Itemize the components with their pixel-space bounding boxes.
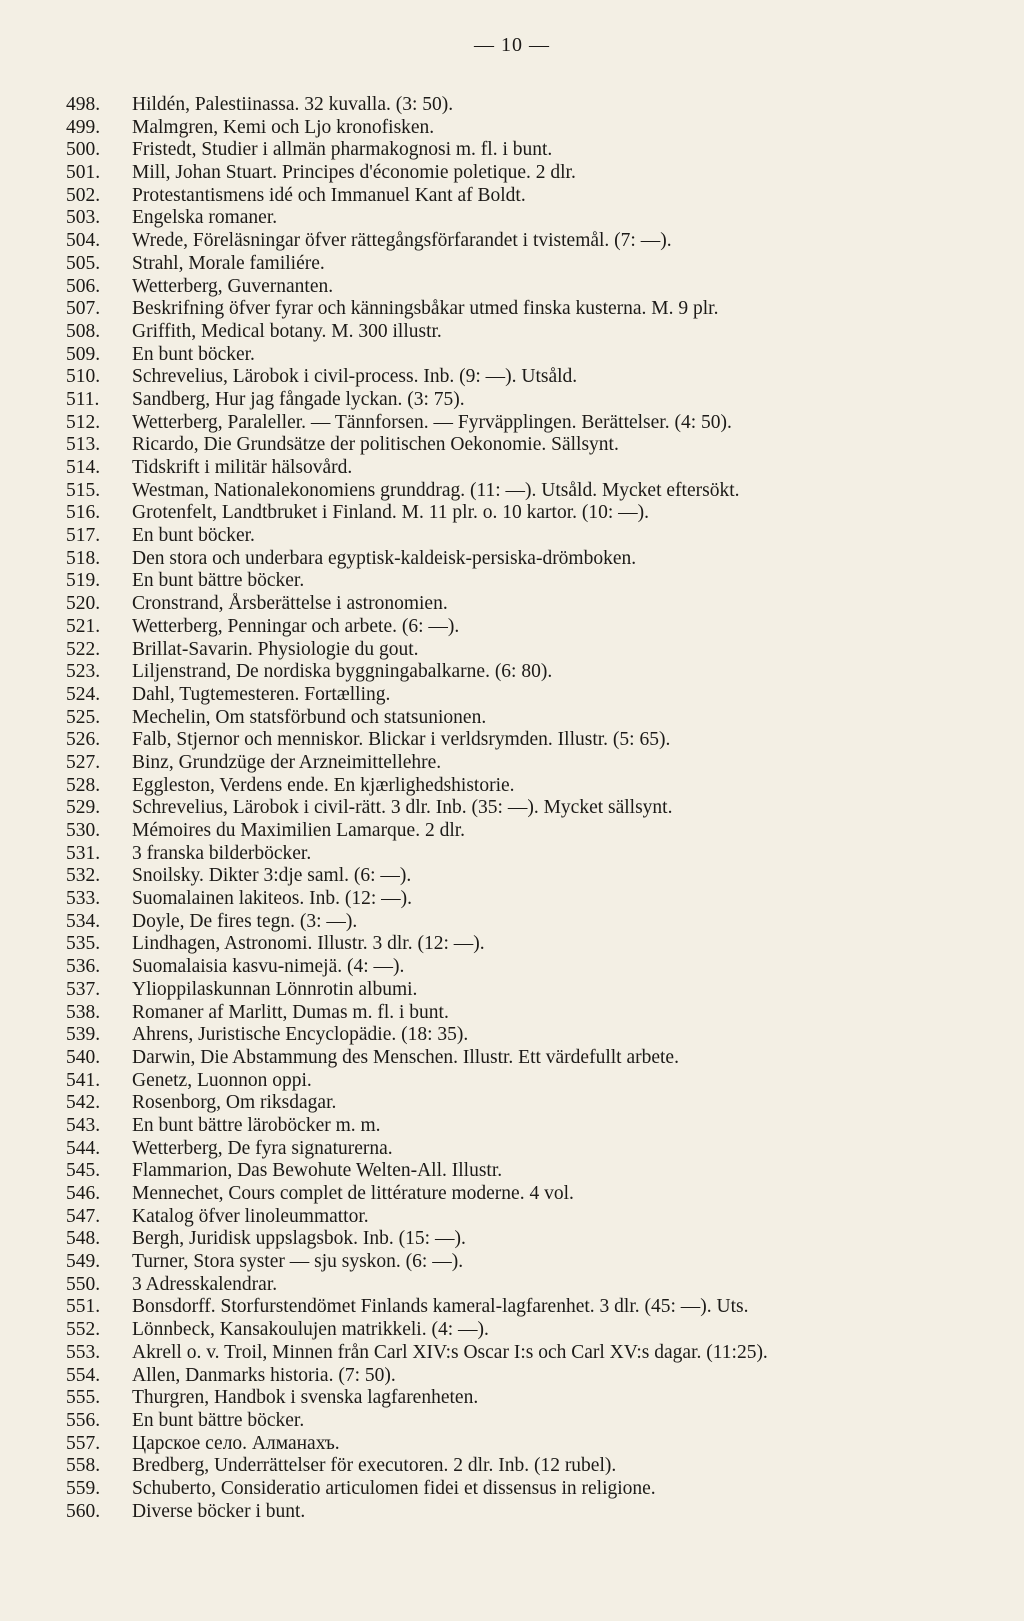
list-item [66, 185, 1006, 208]
entry-text: Wetterberg, Paraleller. — Tännforsen. — Fyrväpplingen. Berättelser. (4: 50). [132, 411, 732, 433]
entry-number: 533. [66, 888, 101, 910]
list-item [66, 253, 1006, 276]
entry-number: 540. [66, 1046, 101, 1068]
list-item [66, 1160, 1006, 1183]
list-item [66, 298, 1006, 321]
list-item [66, 412, 1006, 435]
list-item [66, 752, 1006, 775]
entry-number: 508. [66, 320, 101, 342]
list-item [66, 139, 1006, 162]
catalog-list [66, 94, 1006, 1523]
entry-number: 512. [66, 411, 101, 433]
list-item [66, 1115, 1006, 1138]
entry-number: 521. [66, 615, 101, 637]
entry-text: Suomalaisia kasvu-nimejä. (4: —). [132, 956, 405, 978]
entry-text: Thurgren, Handbok i svenska lagfarenheten. [132, 1387, 479, 1409]
entry-text: Tidskrift i militär hälsovård. [132, 457, 353, 478]
entry-text: En bunt bättre böcker. [132, 1409, 305, 1431]
list-item [66, 1455, 1006, 1478]
entry-number: 536. [66, 956, 101, 978]
list-item [66, 366, 1006, 389]
list-item [66, 979, 1006, 1002]
entry-text: 3 Adresskalendrar. [132, 1273, 278, 1295]
list-item [66, 1365, 1006, 1388]
entry-text: Mémoires du Maximilien Lamarque. 2 dlr. [132, 820, 466, 841]
entry-text: Flammarion, Das Bewohute Welten-All. Illustr. [132, 1160, 503, 1182]
list-item [66, 1296, 1006, 1319]
entry-number: 544. [66, 1137, 101, 1159]
entry-text: Schrevelius, Lärobok i civil-process. Inb. (9: —). Utsåld. [132, 366, 578, 388]
list-item [66, 1228, 1006, 1251]
entry-number: 554. [66, 1364, 101, 1386]
list-item [66, 525, 1006, 548]
list-item [66, 1410, 1006, 1433]
list-item [66, 1183, 1006, 1206]
entry-number: 509. [66, 343, 101, 365]
entry-text: Mennechet, Cours complet de littérature moderne. 4 vol. [132, 1183, 574, 1204]
list-item [66, 276, 1006, 299]
entry-number: 500. [66, 139, 101, 161]
entry-number: 560. [66, 1500, 101, 1522]
entry-text: Wetterberg, De fyra signaturerna. [132, 1137, 393, 1159]
entry-number: 498. [66, 94, 101, 115]
entry-number: 505. [66, 252, 101, 274]
entry-number: 526. [66, 729, 101, 751]
entry-number: 530. [66, 820, 101, 841]
entry-text: Den stora och underbara egyptisk-kaldeisk-persiska-drömboken. [132, 547, 637, 569]
entry-number: 529. [66, 797, 101, 819]
entry-number: 517. [66, 525, 101, 547]
list-item [66, 1070, 1006, 1093]
list-item [66, 389, 1006, 412]
entry-text: Rosenborg, Om riksdagar. [132, 1092, 337, 1114]
entry-text: Turner, Stora syster — sju syskon. (6: —). [132, 1251, 464, 1273]
entry-text: Sandberg, Hur jag fångade lyckan. (3: 75). [132, 388, 465, 410]
entry-number: 528. [66, 774, 101, 796]
entry-text: Griffith, Medical botany. M. 300 illustr. [132, 320, 442, 342]
entry-number: 502. [66, 184, 101, 206]
entry-text: Diverse böcker i bunt. [132, 1500, 306, 1522]
entry-text: Beskrifning öfver fyrar och känningsbåkar utmed finska kusterna. M. 9 plr. [132, 298, 719, 320]
list-item [66, 639, 1006, 662]
list-item [66, 661, 1006, 684]
entry-number: 510. [66, 366, 101, 388]
list-item [66, 1002, 1006, 1025]
entry-number: 539. [66, 1024, 101, 1046]
list-item [66, 230, 1006, 253]
entry-number: 515. [66, 479, 101, 501]
entry-number: 550. [66, 1273, 101, 1295]
entry-number: 548. [66, 1228, 101, 1250]
entry-text: Bonsdorff. Storfurstendömet Finlands kameral-lagfarenhet. 3 dlr. (45: —). Uts. [132, 1296, 749, 1318]
entry-text: Akrell o. v. Troil, Minnen från Carl XIV:s Oscar I:s och Carl XV:s dagar. (11:25). [132, 1341, 768, 1363]
entry-number: 552. [66, 1319, 101, 1341]
entry-text: Lindhagen, Astronomi. Illustr. 3 dlr. (12: —). [132, 933, 485, 955]
entry-text: Fristedt, Studier i allmän pharmakognosi m. fl. i bunt. [132, 139, 553, 161]
entry-text: Brillat-Savarin. Physiologie du gout. [132, 638, 419, 660]
page-number: — 10 — [474, 34, 550, 56]
entry-text: Engelska romaner. [132, 207, 278, 229]
list-item [66, 434, 1006, 457]
entry-text: Schuberto, Consideratio articulomen fidei et dissensus in religione. [132, 1477, 656, 1499]
entry-text: Wetterberg, Penningar och arbete. (6: —). [132, 615, 460, 637]
entry-number: 520. [66, 593, 101, 615]
list-item [66, 775, 1006, 798]
entry-text: Eggleston, Verdens ende. En kjærlighedshistorie. [132, 774, 515, 796]
entry-text: Wetterberg, Guvernanten. [132, 275, 334, 297]
list-item [66, 480, 1006, 503]
entry-number: 516. [66, 502, 101, 524]
list-item [66, 593, 1006, 616]
entry-text: Westman, Nationalekonomiens grunddrag. (11: —). Utsåld. Mycket eftersökt. [132, 479, 740, 501]
entry-text: Bredberg, Underrättelser för executoren. 2 dlr. Inb. (12 rubel). [132, 1455, 617, 1477]
entry-text: Binz, Grundzüge der Arzneimittellehre. [132, 751, 442, 773]
entry-number: 555. [66, 1387, 101, 1409]
entry-number: 519. [66, 570, 101, 592]
list-item [66, 888, 1006, 911]
entry-text: Liljenstrand, De nordiska byggningabalkarne. (6: 80). [132, 661, 553, 683]
list-item [66, 321, 1006, 344]
entry-text: Falb, Stjernor och menniskor. Blickar i verldsrymden. Illustr. (5: 65). [132, 729, 671, 751]
list-item [66, 1342, 1006, 1365]
entry-text: Suomalainen lakiteos. Inb. (12: —). [132, 888, 412, 910]
list-item [66, 865, 1006, 888]
entry-text: Romaner af Marlitt, Dumas m. fl. i bunt. [132, 1001, 449, 1023]
list-item [66, 843, 1006, 866]
entry-text: En bunt böcker. [132, 525, 255, 547]
list-item [66, 94, 1006, 117]
entry-text: Mechelin, Om statsförbund och statsunionen. [132, 706, 487, 728]
entry-number: 503. [66, 207, 101, 229]
list-item [66, 616, 1006, 639]
entry-number: 537. [66, 978, 101, 1000]
entry-number: 525. [66, 706, 101, 728]
entry-text: Ricardo, Die Grundsätze der politischen Oekonomie. Sällsynt. [132, 434, 619, 456]
entry-number: 559. [66, 1477, 101, 1499]
entry-number: 551. [66, 1296, 101, 1318]
entry-number: 543. [66, 1114, 101, 1136]
entry-number: 511. [66, 388, 100, 410]
entry-text: Malmgren, Kemi och Ljo kronofisken. [132, 116, 435, 138]
entry-text: Ahrens, Juristische Encyclopädie. (18: 35). [132, 1024, 469, 1046]
list-item [66, 1387, 1006, 1410]
entry-number: 535. [66, 933, 101, 955]
entry-text: Allen, Danmarks historia. (7: 50). [132, 1364, 396, 1386]
entry-number: 514. [66, 457, 101, 478]
entry-number: 538. [66, 1001, 101, 1023]
entry-text: 3 franska bilderböcker. [132, 842, 312, 864]
list-item [66, 162, 1006, 185]
list-item [66, 1024, 1006, 1047]
entry-text: Bergh, Juridisk uppslagsbok. Inb. (15: —). [132, 1228, 466, 1250]
entry-text: Protestantismens idé och Immanuel Kant af Boldt. [132, 184, 526, 206]
entry-number: 542. [66, 1092, 101, 1114]
entry-number: 556. [66, 1409, 101, 1431]
entry-number: 531. [66, 842, 101, 864]
list-item [66, 684, 1006, 707]
entry-number: 501. [66, 162, 101, 184]
list-item [66, 1092, 1006, 1115]
list-item [66, 502, 1006, 525]
entry-number: 507. [66, 298, 101, 320]
entry-number: 534. [66, 910, 101, 932]
list-item [66, 729, 1006, 752]
list-item [66, 911, 1006, 934]
entry-text: Lönnbeck, Kansakoulujen matrikkeli. (4: —). [132, 1319, 489, 1341]
entry-text: Snoilsky. Dikter 3:dje saml. (6: —). [132, 865, 412, 887]
entry-text: Ylioppilaskunnan Lönnrotin albumi. [132, 978, 418, 1000]
entry-text: Hildén, Palestiinassa. 32 kuvalla. (3: 50). [132, 94, 454, 115]
entry-number: 557. [66, 1432, 101, 1454]
entry-number: 546. [66, 1183, 101, 1204]
entry-number: 499. [66, 116, 101, 138]
entry-text: En bunt bättre böcker. [132, 570, 305, 592]
entry-number: 518. [66, 547, 101, 569]
entry-number: 532. [66, 865, 101, 887]
entry-text: En bunt bättre läroböcker m. m. [132, 1114, 381, 1136]
entry-number: 527. [66, 751, 101, 773]
list-item [66, 933, 1006, 956]
entry-number: 523. [66, 661, 101, 683]
list-item [66, 797, 1006, 820]
entry-number: 545. [66, 1160, 101, 1182]
list-item [66, 1138, 1006, 1161]
entry-number: 513. [66, 434, 101, 456]
list-item [66, 1206, 1006, 1229]
entry-number: 541. [66, 1069, 101, 1091]
entry-number: 524. [66, 683, 101, 705]
entry-number: 553. [66, 1341, 101, 1363]
list-item [66, 117, 1006, 140]
entry-text: Царское село. Алманахъ. [132, 1432, 340, 1454]
list-item [66, 570, 1006, 593]
list-item [66, 1047, 1006, 1070]
list-item [66, 1319, 1006, 1342]
list-item [66, 820, 1006, 843]
entry-number: 506. [66, 275, 101, 297]
entry-text: Katalog öfver linoleummattor. [132, 1205, 369, 1227]
list-item [66, 548, 1006, 571]
entry-text: Mill, Johan Stuart. Principes d'économie poletique. 2 dlr. [132, 162, 576, 184]
list-item [66, 1478, 1006, 1501]
list-item [66, 457, 1006, 480]
entry-number: 522. [66, 638, 101, 660]
entry-text: En bunt böcker. [132, 343, 255, 365]
entry-text: Dahl, Tugtemesteren. Fortælling. [132, 683, 391, 705]
entry-text: Schrevelius, Lärobok i civil-rätt. 3 dlr. Inb. (35: —). Mycket sällsynt. [132, 797, 673, 819]
entry-text: Wrede, Föreläsningar öfver rättegångsförfarandet i tvistemål. (7: —). [132, 230, 672, 252]
entry-number: 549. [66, 1251, 101, 1273]
entry-text: Grotenfelt, Landtbruket i Finland. M. 11 plr. o. 10 kartor. (10: —). [132, 502, 650, 524]
list-item [66, 1274, 1006, 1297]
list-item [66, 344, 1006, 367]
list-item [66, 207, 1006, 230]
list-item [66, 1501, 1006, 1524]
list-item [66, 1251, 1006, 1274]
list-item [66, 1433, 1006, 1456]
list-item [66, 956, 1006, 979]
entry-text: Darwin, Die Abstammung des Menschen. Illustr. Ett värdefullt arbete. [132, 1046, 679, 1068]
entry-text: Strahl, Morale familiére. [132, 252, 325, 274]
entry-number: 558. [66, 1455, 101, 1477]
entry-text: Genetz, Luonnon oppi. [132, 1069, 312, 1091]
list-item [66, 707, 1006, 730]
entry-text: Doyle, De fires tegn. (3: —). [132, 910, 358, 932]
entry-text: Cronstrand, Årsberättelse i astronomien. [132, 593, 448, 615]
entry-number: 504. [66, 230, 101, 252]
entry-number: 547. [66, 1205, 101, 1227]
